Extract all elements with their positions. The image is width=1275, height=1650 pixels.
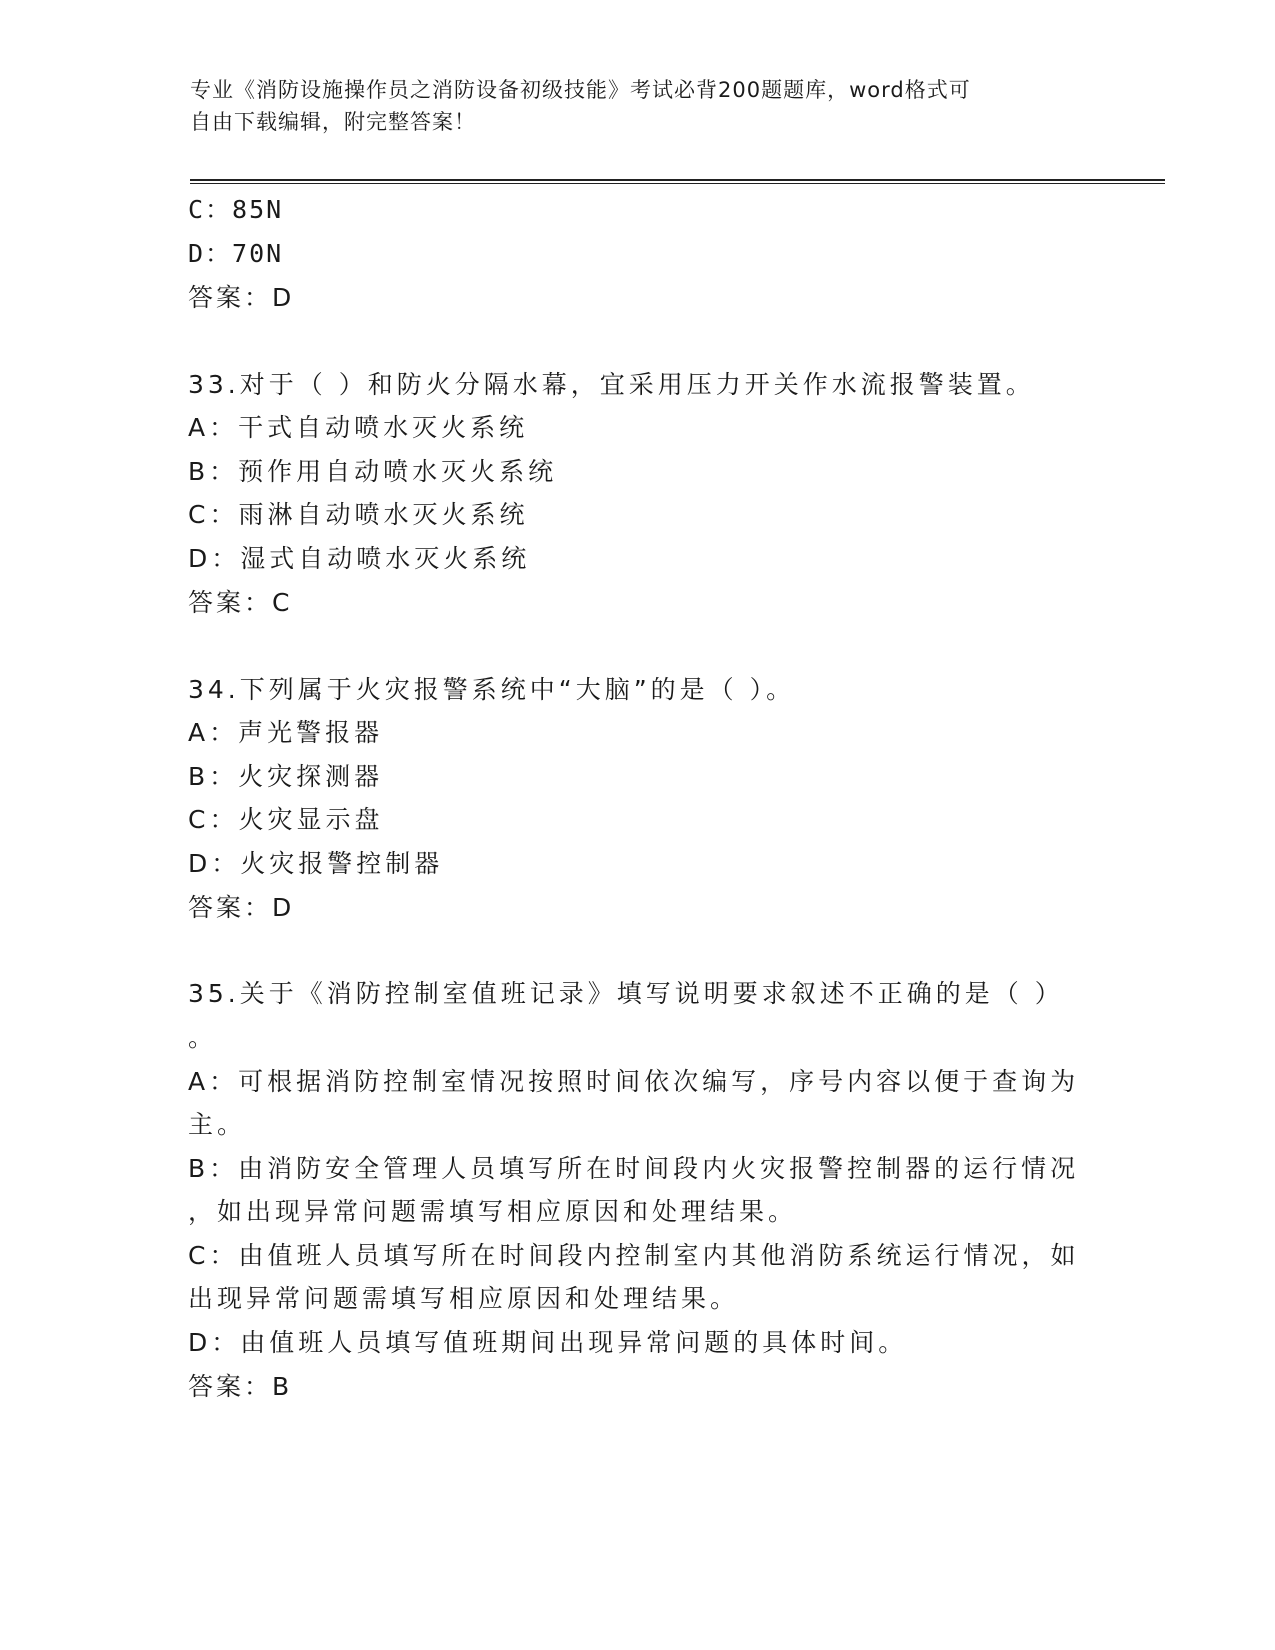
q35-option-c-line-1: C：由值班人员填写所在时间段内控制室内其他消防系统运行情况，如 [188,1241,1080,1270]
q35-option-a-line-1: A：可根据消防控制室情况按照时间依次编写，序号内容以便于查询为 [188,1067,1080,1096]
q35-option-b-line-2: ，如出现异常问题需填写相应原因和处理结果。 [188,1197,798,1226]
q34-stem: 34.下列属于火灾报警系统中“大脑”的是（ ）。 [188,675,796,704]
q35-stem-line-2: 。 [188,1023,218,1052]
q32-option-c: C：85N [188,195,284,224]
q34-option-c: C：火灾显示盘 [188,805,384,834]
q34-option-a: A：声光警报器 [188,718,384,747]
q33-option-d: D：湿式自动喷水灭火系统 [188,544,531,573]
q33-option-c: C：雨淋自动喷水灭火系统 [188,500,529,529]
q34-option-d: D：火灾报警控制器 [188,849,444,878]
q35-answer: 答案：B [188,1372,293,1401]
header-rule-thin [190,183,1165,184]
q35-option-b-line-1: B：由消防安全管理人员填写所在时间段内火灾报警控制器的运行情况 [188,1154,1080,1183]
header-line-2: 自由下载编辑，附完整答案！ [190,110,476,134]
q35-option-c-line-2: 出现异常问题需填写相应原因和处理结果。 [188,1284,740,1313]
document-header [190,74,1090,138]
q32-option-d: D：70N [188,239,284,268]
q35-option-a-line-2: 主。 [188,1110,247,1139]
q33-stem: 33.对于（ ）和防火分隔水幕，宜采用压力开关作水流报警装置。 [188,370,1035,399]
q33-option-a: A：干式自动喷水灭火系统 [188,413,529,442]
q34-answer: 答案：D [188,893,295,922]
q34-option-b: B：火灾探测器 [188,762,384,791]
q33-option-b: B：预作用自动喷水灭火系统 [188,457,558,486]
header-rule-thick [190,179,1165,181]
q33-answer: 答案：C [188,588,293,617]
q35-option-d: D：由值班人员填写值班期间出现异常问题的具体时间。 [188,1328,908,1357]
q35-stem-line-1: 35.关于《消防控制室值班记录》填写说明要求叙述不正确的是（ ） [188,979,1064,1008]
q32-answer: 答案：D [188,283,295,312]
header-line-1: 专业《消防设施操作员之消防设备初级技能》考试必背200题题库，word格式可 [190,78,971,102]
